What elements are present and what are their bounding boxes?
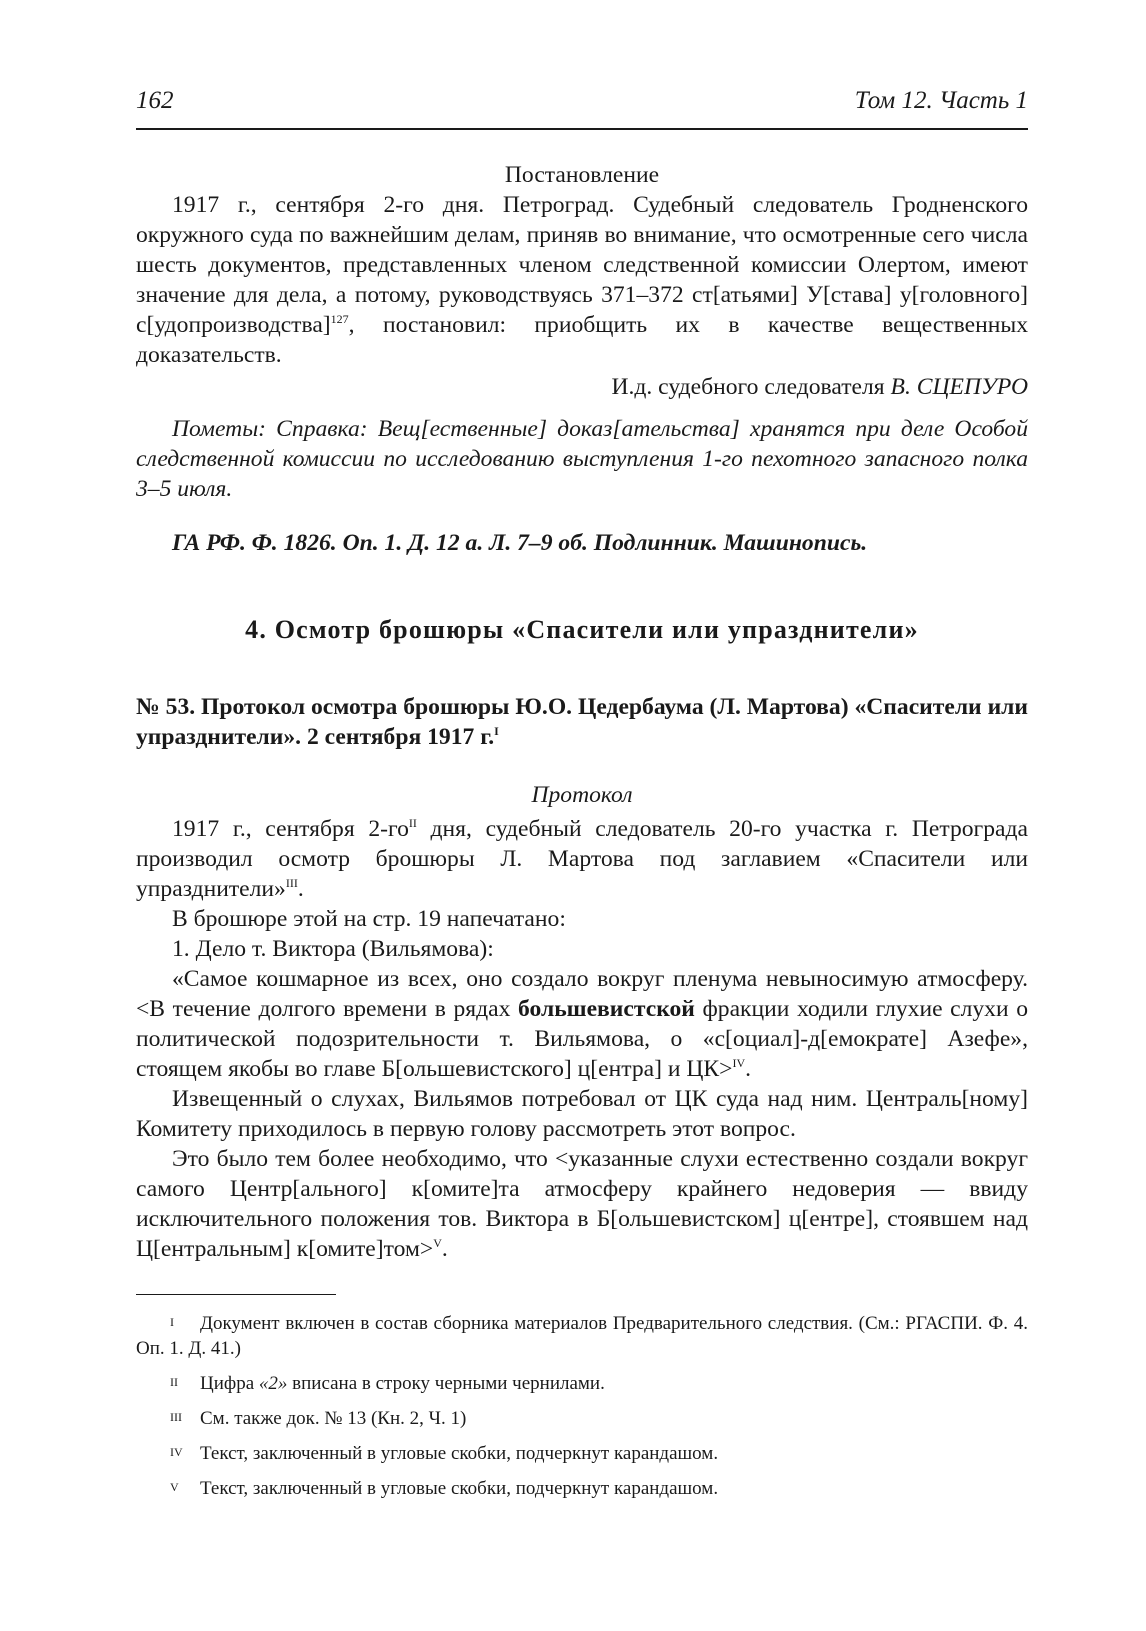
footnote-divider — [136, 1294, 336, 1295]
signature-name: В. СЦЕПУРО — [890, 374, 1028, 400]
page-number: 162 — [136, 87, 174, 114]
protocol-p5: Извещенный о слухах, Вильямов потребовал от ЦК суда над ним. Централь[ному] Комитету приходилось в первую голову рассмотреть этот вопрос. — [136, 1086, 1028, 1142]
resolution-text: 1917 г., сентября 2-го дня. Петроград. Судебный следователь Гродненского окружного суда по важнейшим делам, приняв во внимание, что осмотренные сего числа шесть документов, представленных членом следственной комиссии Олертом, имеют значение для дела, а потому, руководствуясь 371–372 ст[атьями] У[става] у[головного] с[удопроизводства]$^{127}$, постановил: приобщить их в качестве вещественных доказательств. — [136, 192, 1028, 368]
footnote-mark: I — [170, 1315, 174, 1329]
footnote-mark: V — [170, 1480, 179, 1494]
ref-IV: IV — [732, 1056, 746, 1071]
document-title: № 53. Протокол осмотра брошюры Ю.О. Цедербаума (Л. Мартова) «Спасители или упразднители». 2 сентября 1917 г.$^I$ — [136, 694, 1028, 750]
footnote-mark: III — [170, 1410, 182, 1424]
footnote-3: III См. также док. № 13 (Кн. 2, Ч. 1) — [136, 1406, 1028, 1431]
signature: И.д. судебного следователя В. СЦЕПУРО — [611, 374, 1028, 400]
ref-127: 127 — [330, 312, 349, 327]
resolution-block — [136, 160, 1028, 504]
protocol-p6: Это было тем более необходимо, что <указанные слухи естественно создали вокруг самого Центр[ального] к[омите]та атмосферу крайнего недоверия — ввиду исключительного положения тов. Виктора в Б[ольшевистском] ц[ентре], стоявшем над Ц[ентральным] к[омите]том>$^V$. — [136, 1146, 1028, 1262]
footnote-2: II Цифра «2» вписана в строку черными чернилами. — [136, 1371, 1028, 1396]
protocol-subtitle: Протокол — [531, 782, 633, 808]
ref-I: I — [494, 724, 499, 739]
protocol-p4: «Самое кошмарное из всех, оно создало вокруг пленума невыносимую атмосферу. <В течение долгого времени в рядах большевистской фракции ходили глухие слухи о политической подозрительности т. Вильямова, о «с[оциал]-д[емократе] Азефе», стоящем якобы во главе Б[ольшевистского] ц[ентра] и ЦК>$^{IV}$. — [136, 966, 1028, 1082]
resolution-title: Постановление — [504, 162, 660, 188]
footnote-mark: II — [170, 1375, 178, 1389]
page — [136, 86, 1028, 1511]
protocol-p2: В брошюре этой на стр. 19 напечатано: — [172, 906, 566, 932]
protocol-p1: 1917 г., сентября $2-го^{II}$ дня, судебный следователь 20-го участка г. Петрограда производил осмотр брошюры Л. Мартова под заглавием «Спасители или упразднители»$^{III}$. — [136, 816, 1028, 902]
footnote-4: IV Текст, заключенный в угловые скобки, подчеркнут карандашом. — [136, 1441, 1028, 1466]
running-head — [136, 86, 1028, 130]
footnotes — [136, 1311, 1028, 1501]
archive-reference: ГА РФ. Ф. 1826. Оп. 1. Д. 12 а. Л. 7–9 об. Подлинник. Машинопись. — [172, 530, 868, 556]
volume-label: Том 12. Часть 1 — [854, 87, 1028, 114]
footnote-1: I Документ включен в состав сборника материалов Предварительного следствия. (См.: РГАСПИ. Ф. 4. Оп. 1. Д. 41.) — [136, 1313, 1028, 1359]
ref-III: III — [285, 876, 298, 891]
protocol-p3: 1. Дело т. Виктора (Вильямова): — [172, 936, 494, 962]
resolution-notes: Пометы: Справка: Вещ[ественные] доказ[ательства] хранятся при деле Особой следственной комиссии по исследованию выступления 1-го пехотного запасного полка 3–5 июля. — [136, 416, 1028, 502]
section-title: 4. Осмотр брошюры «Спасители или упразднители» — [245, 615, 919, 644]
protocol-block — [136, 780, 1028, 1264]
footnote-mark: IV — [170, 1445, 183, 1459]
ref-II: II — [408, 816, 417, 831]
bold-word: большевистской — [517, 996, 695, 1022]
ref-V: V — [433, 1236, 442, 1251]
footnote-5: V Текст, заключенный в угловые скобки, подчеркнут карандашом. — [136, 1476, 1028, 1501]
